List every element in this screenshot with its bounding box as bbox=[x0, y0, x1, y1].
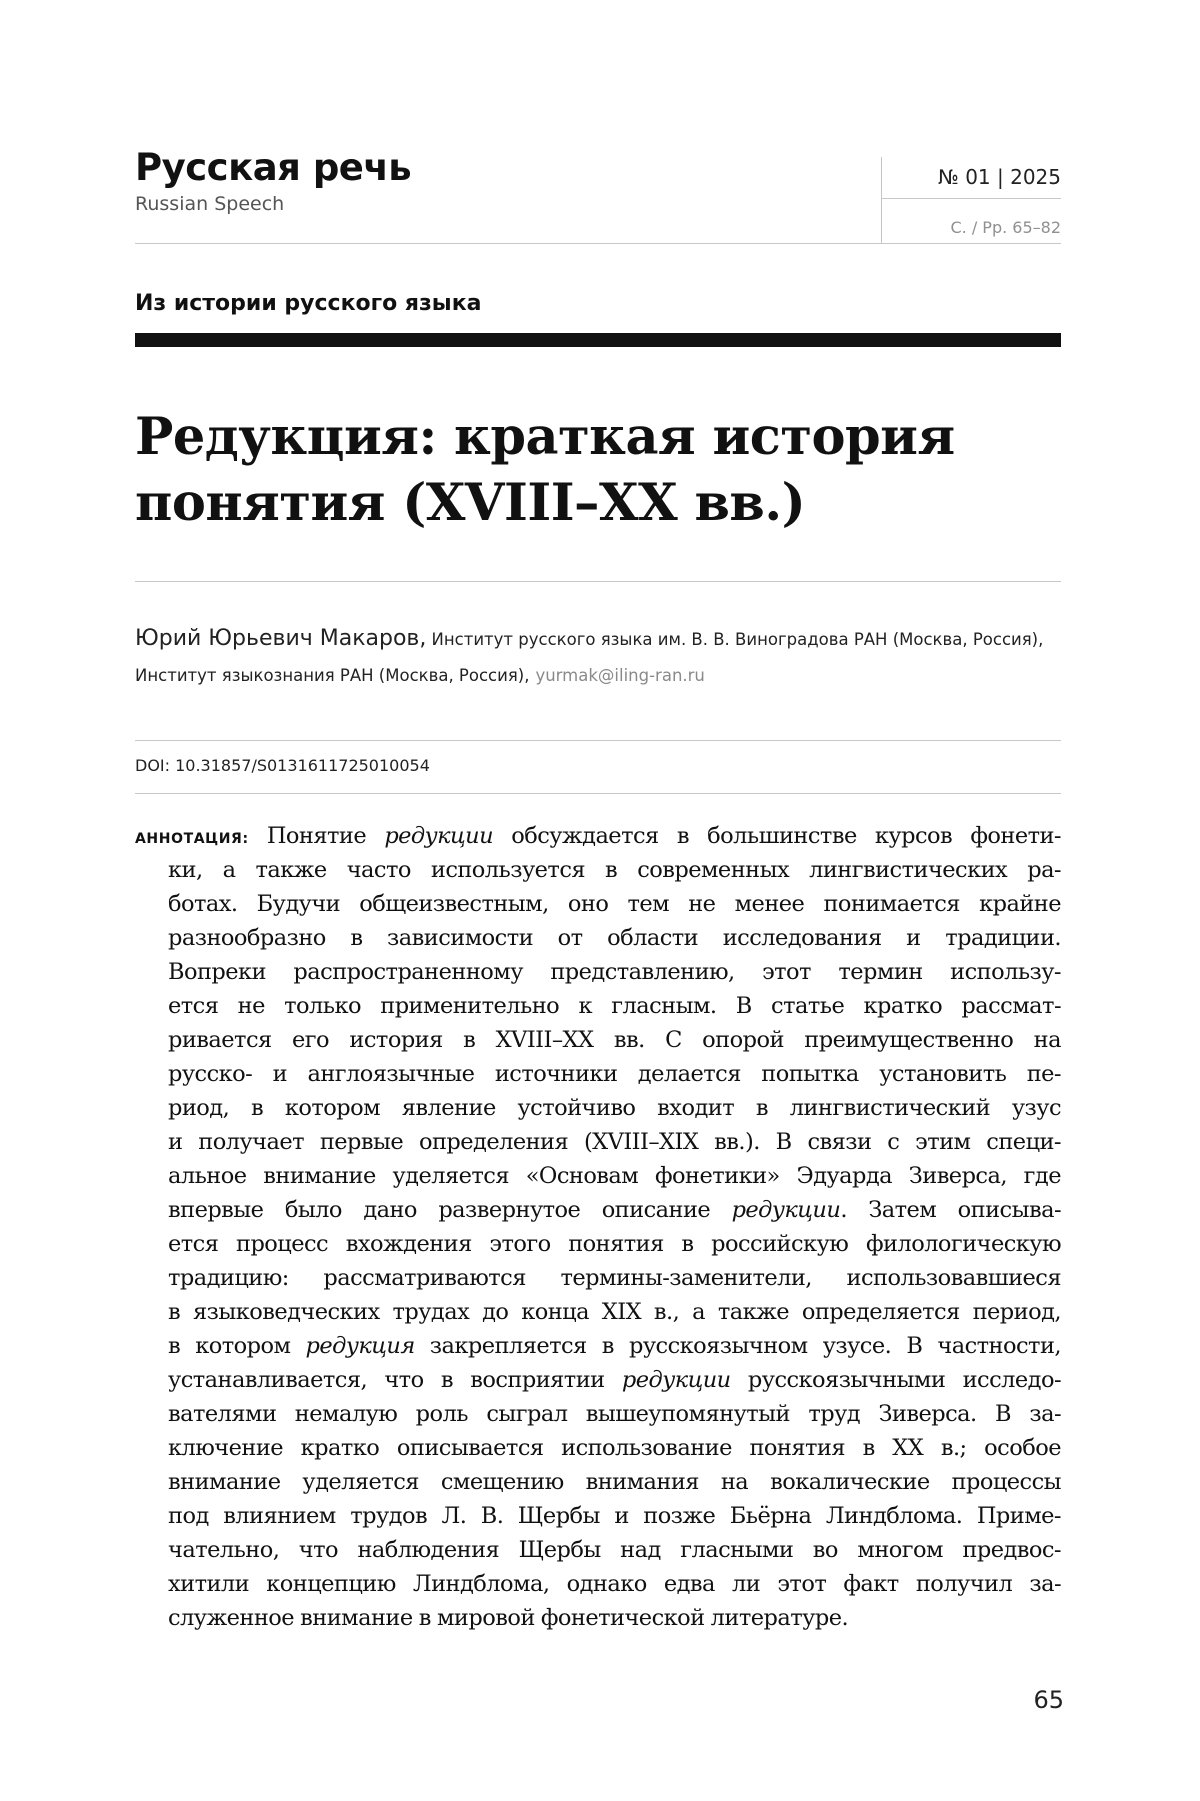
abstract-text: ется не только применительно к гласным. В статье кратко рассмат- bbox=[168, 993, 1061, 1019]
abstract-text: традицию: рассматриваются термины-заменители, использовавшиеся bbox=[168, 1265, 1061, 1291]
abstract-text: закрепляется в русскоязычном узусе. В частности, bbox=[414, 1333, 1061, 1359]
abstract-text: . Затем описыва- bbox=[840, 1197, 1061, 1223]
abstract-line bbox=[135, 1227, 1061, 1261]
journal-subtitle: Russian Speech bbox=[135, 193, 285, 215]
author-email-link[interactable]: yurmak@iling-ran.ru bbox=[535, 666, 705, 685]
abstract-line bbox=[135, 1295, 1061, 1329]
abstract-line bbox=[135, 1091, 1061, 1125]
issue-number: № 01 | 2025 bbox=[938, 165, 1061, 189]
abstract-line bbox=[135, 1193, 1061, 1227]
article-title-line: Редукция: краткая история bbox=[135, 407, 955, 467]
abstract-text: внимание уделяется смещению внимания на вокалические процессы bbox=[168, 1469, 1061, 1495]
abstract-line bbox=[135, 1057, 1061, 1091]
author-affiliation: Институт русского языка им. В. В. Виноградова РАН (Москва, Россия), bbox=[431, 630, 1044, 649]
abstract-label: АННОТАЦИЯ: bbox=[135, 831, 249, 847]
abstract-text: служенное внимание в мировой фонетической литературе. bbox=[168, 1605, 849, 1631]
abstract bbox=[135, 819, 1061, 1635]
abstract-line bbox=[135, 955, 1061, 989]
abstract-text: риод, в котором явление устойчиво входит в лингвистический узус bbox=[168, 1095, 1061, 1121]
abstract-text: альное внимание уделяется «Основам фонетики» Эдуарда Зиверса, где bbox=[168, 1163, 1061, 1189]
abstract-text: ки, а также часто используется в современных лингвистических ра- bbox=[168, 857, 1061, 883]
abstract-line bbox=[135, 1159, 1061, 1193]
doi-rule-top bbox=[135, 740, 1061, 741]
section-bar bbox=[135, 333, 1061, 347]
abstract-line bbox=[135, 989, 1061, 1023]
abstract-italic-term: редукции bbox=[384, 823, 494, 849]
article-title-line: понятия (XVIII–XX вв.) bbox=[135, 473, 806, 533]
author-name: Юрий Юрьевич Макаров, bbox=[135, 626, 427, 651]
abstract-text: в языковедческих трудах до конца XIX в., а также определяется период, bbox=[168, 1299, 1061, 1325]
abstract-line bbox=[135, 1261, 1061, 1295]
abstract-line bbox=[135, 1329, 1061, 1363]
abstract-line bbox=[135, 1499, 1061, 1533]
abstract-text: русско- и англоязычные источники делается попытка установить пе- bbox=[168, 1061, 1061, 1087]
abstract-italic-term: редукция bbox=[305, 1333, 415, 1359]
header-vertical-divider bbox=[881, 157, 882, 244]
author-block bbox=[135, 621, 1075, 694]
abstract-line bbox=[135, 1023, 1061, 1057]
abstract-text: ривается его история в XVIII–XX вв. С опорой преимущественно на bbox=[168, 1027, 1061, 1053]
abstract-line bbox=[135, 887, 1061, 921]
issue-divider bbox=[881, 198, 1061, 199]
abstract-text: вателями немалую роль сыграл вышеупомянутый труд Зиверса. В за- bbox=[168, 1401, 1061, 1427]
abstract-line bbox=[135, 1567, 1061, 1601]
page-number: 65 bbox=[1033, 1686, 1064, 1714]
abstract-line bbox=[135, 1363, 1061, 1397]
abstract-text: ботах. Будучи общеизвестным, оно тем не менее понимается крайне bbox=[168, 891, 1061, 917]
doi-rule-bottom bbox=[135, 793, 1061, 794]
abstract-text: разнообразно в зависимости от области исследования и традиции. bbox=[168, 925, 1061, 951]
section-title: Из истории русского языка bbox=[135, 291, 482, 316]
abstract-text: обсуждается в большинстве курсов фонети- bbox=[493, 823, 1061, 849]
abstract-text: хитили концепцию Линдблома, однако едва ли этот факт получил за- bbox=[168, 1571, 1061, 1597]
abstract-text: и получает первые определения (XVIII–XIX вв.). В связи с этим специ- bbox=[168, 1129, 1061, 1155]
abstract-text: ключение кратко описывается использование понятия в XX в.; особое bbox=[168, 1435, 1061, 1461]
abstract-text: ется процесс вхождения этого понятия в российскую филологическую bbox=[168, 1231, 1061, 1257]
author-affiliation: Институт языкознания РАН (Москва, Россия), bbox=[135, 666, 530, 685]
page-range: С. / Pp. 65–82 bbox=[950, 218, 1061, 237]
article-title bbox=[135, 404, 1061, 536]
abstract-text: русскоязычными исследо- bbox=[730, 1367, 1061, 1393]
abstract-text: устанавливается, что в восприятии bbox=[168, 1367, 622, 1393]
abstract-text: Вопреки распространенному представлению, этот термин использу- bbox=[168, 959, 1061, 985]
abstract-text: впервые было дано развернутое описание bbox=[168, 1197, 732, 1223]
abstract-italic-term: редукции bbox=[731, 1197, 841, 1223]
abstract-text: чательно, что наблюдения Щербы над гласными во многом предвос- bbox=[168, 1537, 1061, 1563]
abstract-line bbox=[135, 819, 1061, 853]
abstract-line bbox=[135, 853, 1061, 887]
abstract-line bbox=[135, 1431, 1061, 1465]
abstract-line bbox=[135, 921, 1061, 955]
journal-title: Русская речь bbox=[135, 146, 412, 189]
abstract-text: Понятие bbox=[266, 823, 385, 849]
title-rule bbox=[135, 581, 1061, 582]
abstract-line bbox=[135, 1601, 1061, 1635]
header-rule bbox=[135, 243, 1061, 244]
doi[interactable]: DOI: 10.31857/S0131611725010054 bbox=[135, 756, 430, 775]
abstract-line bbox=[135, 1125, 1061, 1159]
abstract-text: в котором bbox=[168, 1333, 306, 1359]
abstract-line bbox=[135, 1533, 1061, 1567]
abstract-text: под влиянием трудов Л. В. Щербы и позже Бьёрна Линдблома. Приме- bbox=[168, 1503, 1061, 1529]
abstract-italic-term: редукции bbox=[621, 1367, 731, 1393]
abstract-line bbox=[135, 1465, 1061, 1499]
abstract-line bbox=[135, 1397, 1061, 1431]
